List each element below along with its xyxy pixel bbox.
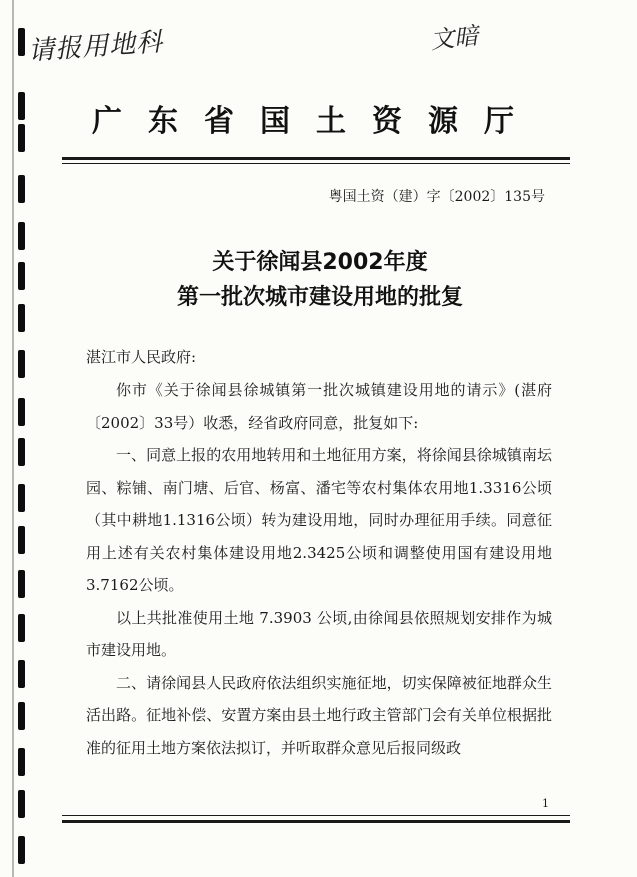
letterhead-rule-thin <box>62 163 570 164</box>
binding-hole <box>18 790 25 818</box>
binding-hole <box>18 222 25 250</box>
binding-hole <box>18 262 25 290</box>
binding-hole <box>18 484 25 512</box>
binding-hole <box>18 748 25 776</box>
document-title-line1: 关于徐闻县2002年度 <box>212 250 428 275</box>
footer-rule-thick <box>62 820 570 823</box>
letterhead-agency: 广东省国土资源厅 <box>92 104 540 139</box>
binding-hole <box>18 438 25 466</box>
document-number: 粤国土资（建）字〔2002〕135号 <box>328 189 545 205</box>
binding-holes <box>0 0 40 877</box>
binding-hole <box>18 175 25 203</box>
handwritten-signature: 文暗 <box>428 21 480 55</box>
body-paragraph: 以上共批准使用土地 7.3903 公顷,由徐闻县依照规划安排作为城市建设用地。 <box>86 608 552 659</box>
binding-hole <box>18 836 25 864</box>
binding-hole <box>18 92 25 120</box>
binding-hole <box>18 702 25 730</box>
letterhead-rule-thick <box>62 157 570 160</box>
handwritten-note: 请报用地科 <box>27 27 165 67</box>
page-edge <box>12 0 14 877</box>
binding-hole <box>18 614 25 642</box>
body-paragraph: 你市《关于徐闻县徐城镇第一批次城镇建设用地的请示》(湛府〔2002〕33号）收悉，经省政府同意，批复如下: <box>86 381 552 432</box>
addressee: 湛江市人民政府: <box>86 348 197 366</box>
footer-rule-thin <box>62 815 570 816</box>
body-paragraph: 一、同意上报的农用地转用和土地征用方案，将徐闻县徐城镇南坛园、粽铺、南门塘、后官、杨富、潘宅等农村集体农用地1.3316公顷（其中耕地1.1316公顷）转为建设用地，同时办理征用手续。同意征用上述有关农村集体建设用地2.3425公顷和调整使用国有建设用地3.7162公顷。 <box>86 446 552 594</box>
binding-hole <box>18 28 25 56</box>
binding-hole <box>18 660 25 688</box>
binding-hole <box>18 526 25 554</box>
body-paragraph: 二、请徐闻县人民政府依法组织实施征地，切实保障被征地群众生活出路。征地补偿、安置方案由县土地行政主管部门会有关单位根据批准的征用土地方案依法拟订，并听取群众意见后报同级政 <box>86 673 552 757</box>
binding-hole <box>18 350 25 378</box>
page-number: 1 <box>542 797 549 810</box>
binding-hole <box>18 124 25 152</box>
binding-hole <box>18 304 25 332</box>
binding-hole <box>18 398 25 426</box>
document-title-line2: 第一批次城市建设用地的批复 <box>176 285 463 310</box>
binding-hole <box>18 570 25 598</box>
document-body <box>86 374 552 764</box>
